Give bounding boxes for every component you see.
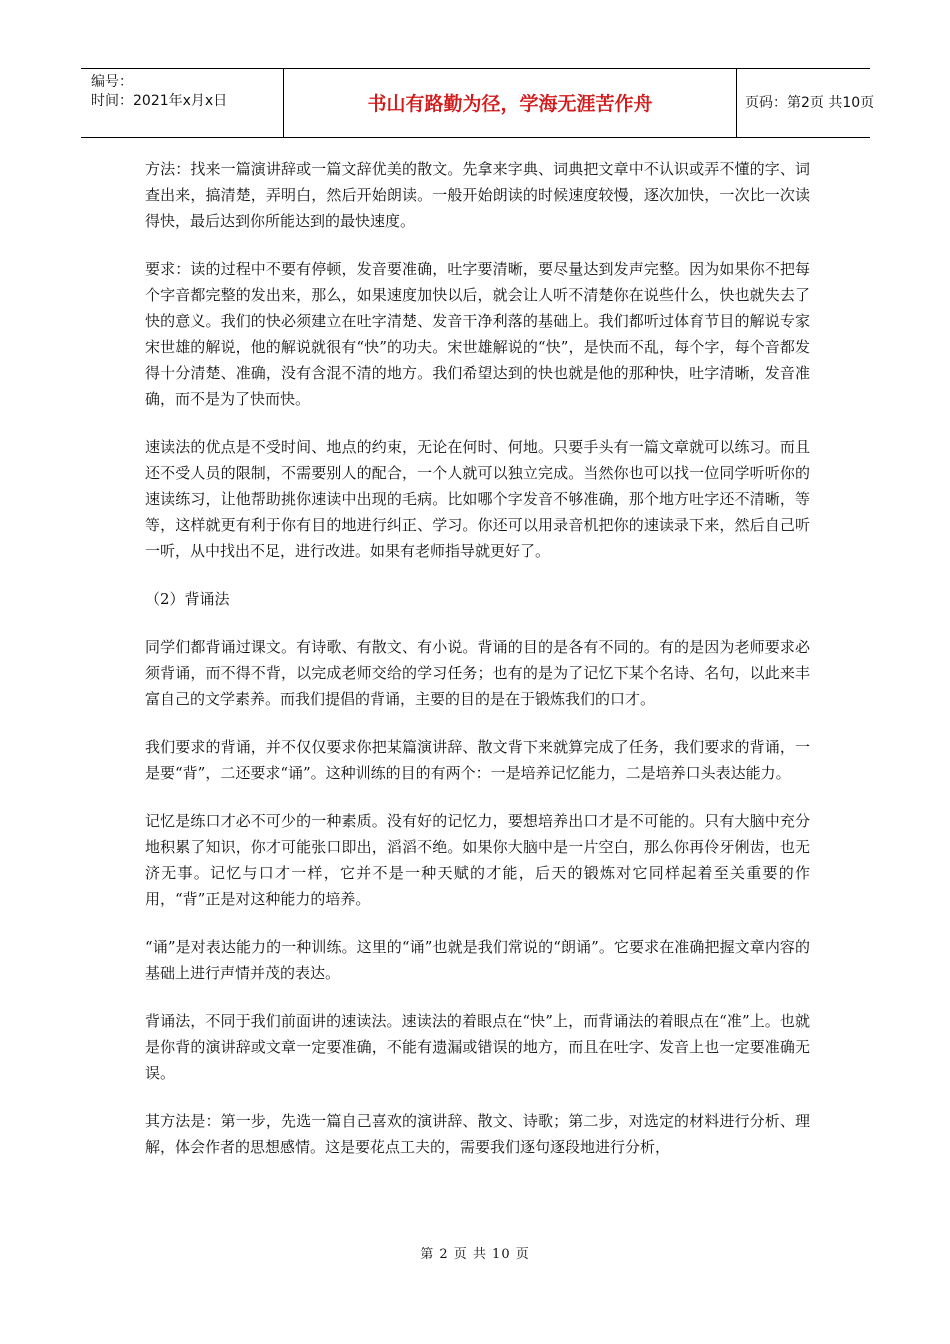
time-label: 时间：2021年x月x日 xyxy=(91,93,228,109)
motto-text: 书山有路勤为径，学海无涯苦作舟 xyxy=(367,93,653,115)
paragraph-speed-reading-advantages: 速读法的优点是不受时间、地点的约束，无论在何时、何地。只要手头有一篇文章就可以练习。而且还不受人员的限制，不需要别人的配合，一个人就可以独立完成。当然你也可以找一位同学听听你的速读练习，让他帮助挑你速读中出现的毛病。比如哪个字发音不够准确，那个地方吐字还不清晰，等等，这样就更有利于你有目的地进行纠正、学习。你还可以用录音机把你的速读录下来，然后自己听一听，从中找出不足，进行改进。如果有老师指导就更好了。 xyxy=(145,438,810,560)
paragraph-recite-expression: “诵”是对表达能力的一种训练。这里的“诵”也就是我们常说的“朗诵”。它要求在准确把握文章内容的基础上进行声情并茂的表达。 xyxy=(145,938,810,982)
page-info: 页码：第2页 共10页 xyxy=(745,95,875,111)
paragraph-requirements: 要求：读的过程中不要有停顿，发音要准确，吐字要清晰，要尽量达到发声完整。因为如果你不把每个字音都完整的发出来，那么，如果速度加快以后，就会让人听不清楚你在说些什么，快也就失去了快的意义。我们的快必须建立在吐字清楚、发音干净利落的基础上。我们都听过体育节目的解说专家宋世雄的解说，他的解说就很有“快”的功夫。宋世雄解说的“快”，是快而不乱，每个字，每个音都发得十分清楚、准确，没有含混不清的地方。我们希望达到的快也就是他的那种快，吐字清晰，发音准确，而不是为了快而快。 xyxy=(145,260,810,408)
paragraph-recitation-requirements: 我们要求的背诵，并不仅仅要求你把某篇演讲辞、散文背下来就算完成了任务，我们要求的背诵，一是要“背”，二还要求“诵”。这种训练的目的有两个：一是培养记忆能力，二是培养口头表达能力。 xyxy=(145,738,810,782)
page-header xyxy=(81,68,875,138)
header-meta-cell xyxy=(81,69,284,137)
number-label: 编号： xyxy=(91,74,133,90)
document-body xyxy=(145,156,810,1182)
page-footer: 第 2 页 共 10 页 xyxy=(420,1247,530,1262)
paragraph-memory: 记忆是练口才必不可少的一种素质。没有好的记忆力，要想培养出口才是不可能的。只有大脑中充分地积累了知识，你才可能张口即出，滔滔不绝。如果你大脑中是一片空白，那么你再伶牙俐齿，也无济无事。记忆与口才一样，它并不是一种天赋的才能，后天的锻炼对它同样起着至关重要的作用，“背”正是对这种能力的培养。 xyxy=(145,812,810,908)
section-heading-recitation: （2）背诵法 xyxy=(145,590,230,608)
paragraph-recitation-method: 其方法是：第一步，先选一篇自己喜欢的演讲辞、散文、诗歌；第二步，对选定的材料进行分析、理解，体会作者的思想感情。这是要花点工夫的，需要我们逐句逐段地进行分析， xyxy=(145,1112,810,1156)
paragraph-recitation-vs-speed: 背诵法，不同于我们前面讲的速读法。速读法的着眼点在“快”上，而背诵法的着眼点在“准”上。也就是你背的演讲辞或文章一定要准确，不能有遗漏或错误的地方，而且在吐字、发音上也一定要准确无误。 xyxy=(145,1012,810,1082)
header-page-cell xyxy=(737,69,875,137)
paragraph-method: 方法：找来一篇演讲辞或一篇文辞优美的散文。先拿来字典、词典把文章中不认识或弄不懂的字、词查出来，搞清楚，弄明白，然后开始朗读。一般开始朗读的时候速度较慢，逐次加快，一次比一次读得快，最后达到你所能达到的最快速度。 xyxy=(145,160,810,230)
header-motto-cell xyxy=(284,69,737,137)
paragraph-recitation-intro: 同学们都背诵过课文。有诗歌、有散文、有小说。背诵的目的是各有不同的。有的是因为老师要求必须背诵，而不得不背，以完成老师交给的学习任务；也有的是为了记忆下某个名诗、名句，以此来丰富自己的文学素养。而我们提倡的背诵，主要的目的是在于锻炼我们的口才。 xyxy=(145,638,810,708)
